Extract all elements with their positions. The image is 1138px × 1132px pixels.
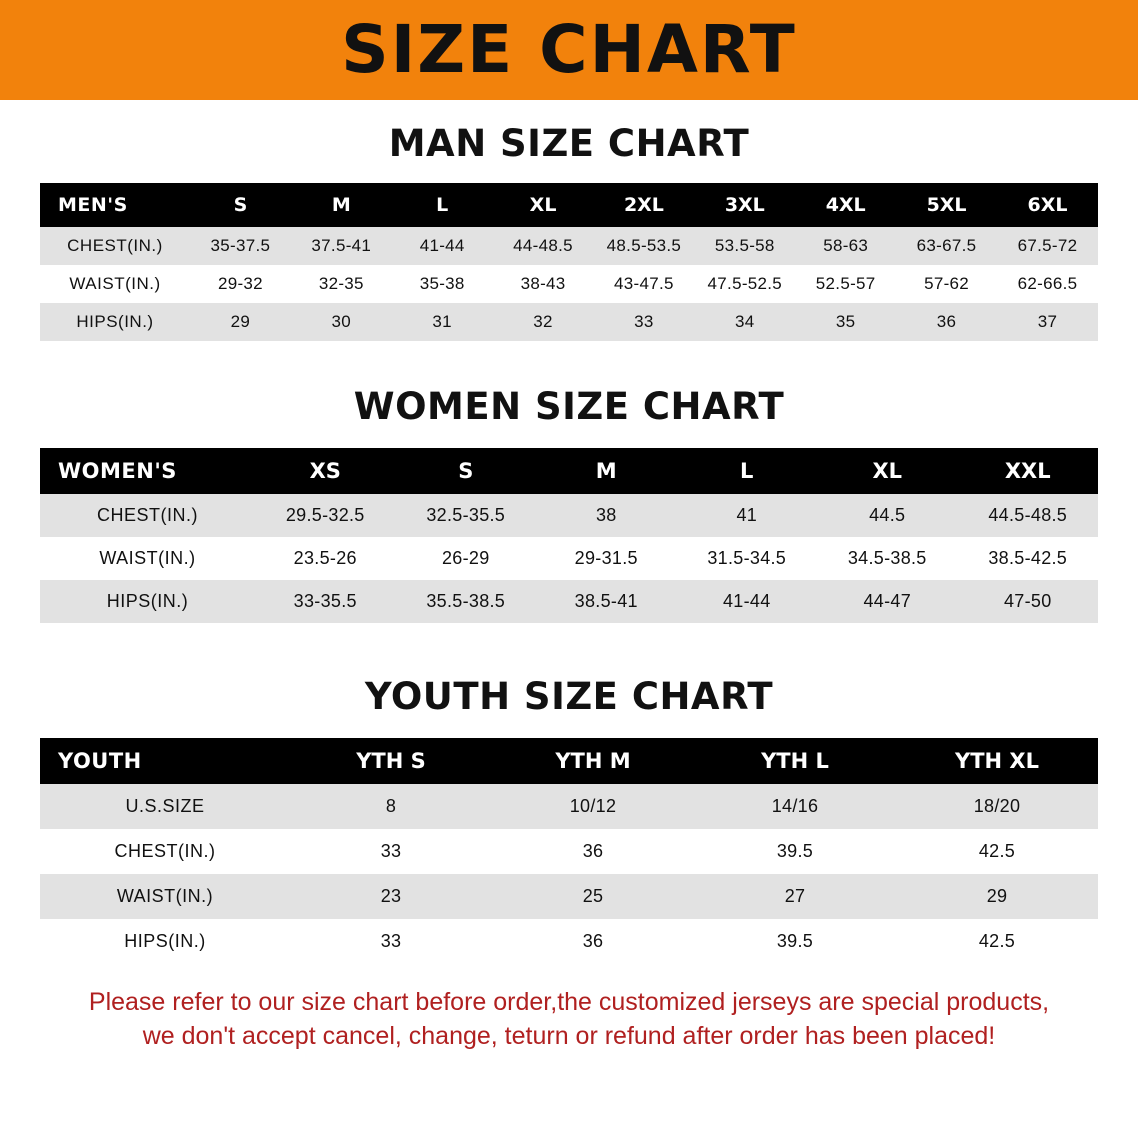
table-row bbox=[40, 829, 1098, 874]
man-header-cell: S bbox=[190, 183, 291, 227]
table-cell: 29-31.5 bbox=[536, 537, 677, 580]
youth-header-cell: YTH S bbox=[290, 738, 492, 784]
table-cell: 44-48.5 bbox=[493, 227, 594, 265]
table-cell: 62-66.5 bbox=[997, 265, 1098, 303]
table-cell: 29-32 bbox=[190, 265, 291, 303]
table-cell: 33 bbox=[290, 829, 492, 874]
women-header-cell: XL bbox=[817, 448, 958, 494]
table-cell: 35.5-38.5 bbox=[396, 580, 537, 623]
table-cell: 25 bbox=[492, 874, 694, 919]
table-row bbox=[40, 227, 1098, 265]
youth-header-cell: YTH L bbox=[694, 738, 896, 784]
table-cell: 8 bbox=[290, 784, 492, 829]
row-label: U.S.SIZE bbox=[40, 784, 290, 829]
table-cell: 47.5-52.5 bbox=[694, 265, 795, 303]
row-label: WAIST(IN.) bbox=[40, 537, 255, 580]
table-row bbox=[40, 919, 1098, 964]
youth-header-cell: YOUTH bbox=[40, 738, 290, 784]
women-table-wrap bbox=[0, 448, 1138, 623]
table-cell: 44-47 bbox=[817, 580, 958, 623]
table-cell: 31 bbox=[392, 303, 493, 341]
table-cell: 58-63 bbox=[795, 227, 896, 265]
man-table-head bbox=[40, 183, 1098, 227]
table-cell: 52.5-57 bbox=[795, 265, 896, 303]
table-header-row bbox=[40, 183, 1098, 227]
table-cell: 38 bbox=[536, 494, 677, 537]
table-header-row bbox=[40, 738, 1098, 784]
table-row bbox=[40, 784, 1098, 829]
women-header-cell: WOMEN'S bbox=[40, 448, 255, 494]
table-cell: 47-50 bbox=[958, 580, 1099, 623]
table-cell: 10/12 bbox=[492, 784, 694, 829]
table-cell: 35 bbox=[795, 303, 896, 341]
man-header-cell: XL bbox=[493, 183, 594, 227]
man-size-table bbox=[40, 183, 1098, 341]
row-label: WAIST(IN.) bbox=[40, 265, 190, 303]
women-table-head bbox=[40, 448, 1098, 494]
table-header-row bbox=[40, 448, 1098, 494]
table-cell: 37.5-41 bbox=[291, 227, 392, 265]
note-line-1: Please refer to our size chart before order,the customized jerseys are special products, bbox=[88, 988, 1050, 1016]
table-cell: 35-38 bbox=[392, 265, 493, 303]
table-cell: 30 bbox=[291, 303, 392, 341]
table-cell: 18/20 bbox=[896, 784, 1098, 829]
women-header-cell: XS bbox=[255, 448, 396, 494]
table-cell: 42.5 bbox=[896, 919, 1098, 964]
table-cell: 34 bbox=[694, 303, 795, 341]
women-header-cell: XXL bbox=[958, 448, 1099, 494]
table-cell: 33 bbox=[594, 303, 695, 341]
table-row bbox=[40, 580, 1098, 623]
table-cell: 26-29 bbox=[396, 537, 537, 580]
order-policy-note bbox=[0, 986, 1138, 1054]
man-header-cell: 5XL bbox=[896, 183, 997, 227]
man-table-wrap bbox=[0, 183, 1138, 341]
women-section-title: WOMEN SIZE CHART bbox=[353, 385, 785, 428]
table-cell: 41-44 bbox=[392, 227, 493, 265]
youth-header-cell: YTH XL bbox=[896, 738, 1098, 784]
table-cell: 27 bbox=[694, 874, 896, 919]
table-row bbox=[40, 874, 1098, 919]
table-cell: 29.5-32.5 bbox=[255, 494, 396, 537]
table-cell: 39.5 bbox=[694, 919, 896, 964]
man-header-cell: 2XL bbox=[594, 183, 695, 227]
table-cell: 43-47.5 bbox=[594, 265, 695, 303]
man-table-body bbox=[40, 227, 1098, 341]
table-cell: 42.5 bbox=[896, 829, 1098, 874]
row-label: HIPS(IN.) bbox=[40, 580, 255, 623]
row-label: HIPS(IN.) bbox=[40, 919, 290, 964]
table-cell: 39.5 bbox=[694, 829, 896, 874]
youth-table-head bbox=[40, 738, 1098, 784]
table-cell: 63-67.5 bbox=[896, 227, 997, 265]
table-cell: 32 bbox=[493, 303, 594, 341]
table-cell: 57-62 bbox=[896, 265, 997, 303]
table-cell: 36 bbox=[896, 303, 997, 341]
man-header-cell: 3XL bbox=[694, 183, 795, 227]
table-cell: 35-37.5 bbox=[190, 227, 291, 265]
table-cell: 41-44 bbox=[677, 580, 818, 623]
women-header-cell: M bbox=[536, 448, 677, 494]
page-banner bbox=[0, 0, 1138, 100]
table-cell: 23 bbox=[290, 874, 492, 919]
page-title: SIZE CHART bbox=[341, 11, 797, 88]
table-cell: 31.5-34.5 bbox=[677, 537, 818, 580]
row-label: CHEST(IN.) bbox=[40, 227, 190, 265]
youth-table-body bbox=[40, 784, 1098, 964]
table-cell: 33-35.5 bbox=[255, 580, 396, 623]
youth-table-wrap bbox=[0, 738, 1138, 964]
table-cell: 36 bbox=[492, 919, 694, 964]
man-section-title: MAN SIZE CHART bbox=[388, 122, 750, 165]
row-label: CHEST(IN.) bbox=[40, 494, 255, 537]
table-row bbox=[40, 494, 1098, 537]
women-header-cell: S bbox=[396, 448, 537, 494]
women-header-cell: L bbox=[677, 448, 818, 494]
youth-section-title: YOUTH SIZE CHART bbox=[364, 675, 774, 718]
table-cell: 38.5-42.5 bbox=[958, 537, 1099, 580]
man-header-cell: M bbox=[291, 183, 392, 227]
table-cell: 44.5 bbox=[817, 494, 958, 537]
table-cell: 32-35 bbox=[291, 265, 392, 303]
table-cell: 41 bbox=[677, 494, 818, 537]
table-row bbox=[40, 537, 1098, 580]
row-label: CHEST(IN.) bbox=[40, 829, 290, 874]
table-cell: 32.5-35.5 bbox=[396, 494, 537, 537]
women-table-body bbox=[40, 494, 1098, 623]
youth-header-cell: YTH M bbox=[492, 738, 694, 784]
table-cell: 38.5-41 bbox=[536, 580, 677, 623]
table-cell: 36 bbox=[492, 829, 694, 874]
table-cell: 23.5-26 bbox=[255, 537, 396, 580]
table-cell: 38-43 bbox=[493, 265, 594, 303]
women-size-table bbox=[40, 448, 1098, 623]
table-cell: 67.5-72 bbox=[997, 227, 1098, 265]
row-label: WAIST(IN.) bbox=[40, 874, 290, 919]
row-label: HIPS(IN.) bbox=[40, 303, 190, 341]
table-cell: 33 bbox=[290, 919, 492, 964]
note-line-2: we don't accept cancel, change, teturn or refund after order has been placed! bbox=[142, 1021, 996, 1050]
table-cell: 29 bbox=[896, 874, 1098, 919]
man-header-cell: MEN'S bbox=[40, 183, 190, 227]
table-cell: 37 bbox=[997, 303, 1098, 341]
table-row bbox=[40, 303, 1098, 341]
table-row bbox=[40, 265, 1098, 303]
man-header-cell: 6XL bbox=[997, 183, 1098, 227]
table-cell: 34.5-38.5 bbox=[817, 537, 958, 580]
table-cell: 44.5-48.5 bbox=[958, 494, 1099, 537]
man-header-cell: 4XL bbox=[795, 183, 896, 227]
man-header-cell: L bbox=[392, 183, 493, 227]
table-cell: 14/16 bbox=[694, 784, 896, 829]
table-cell: 53.5-58 bbox=[694, 227, 795, 265]
table-cell: 29 bbox=[190, 303, 291, 341]
table-cell: 48.5-53.5 bbox=[594, 227, 695, 265]
youth-size-table bbox=[40, 738, 1098, 964]
